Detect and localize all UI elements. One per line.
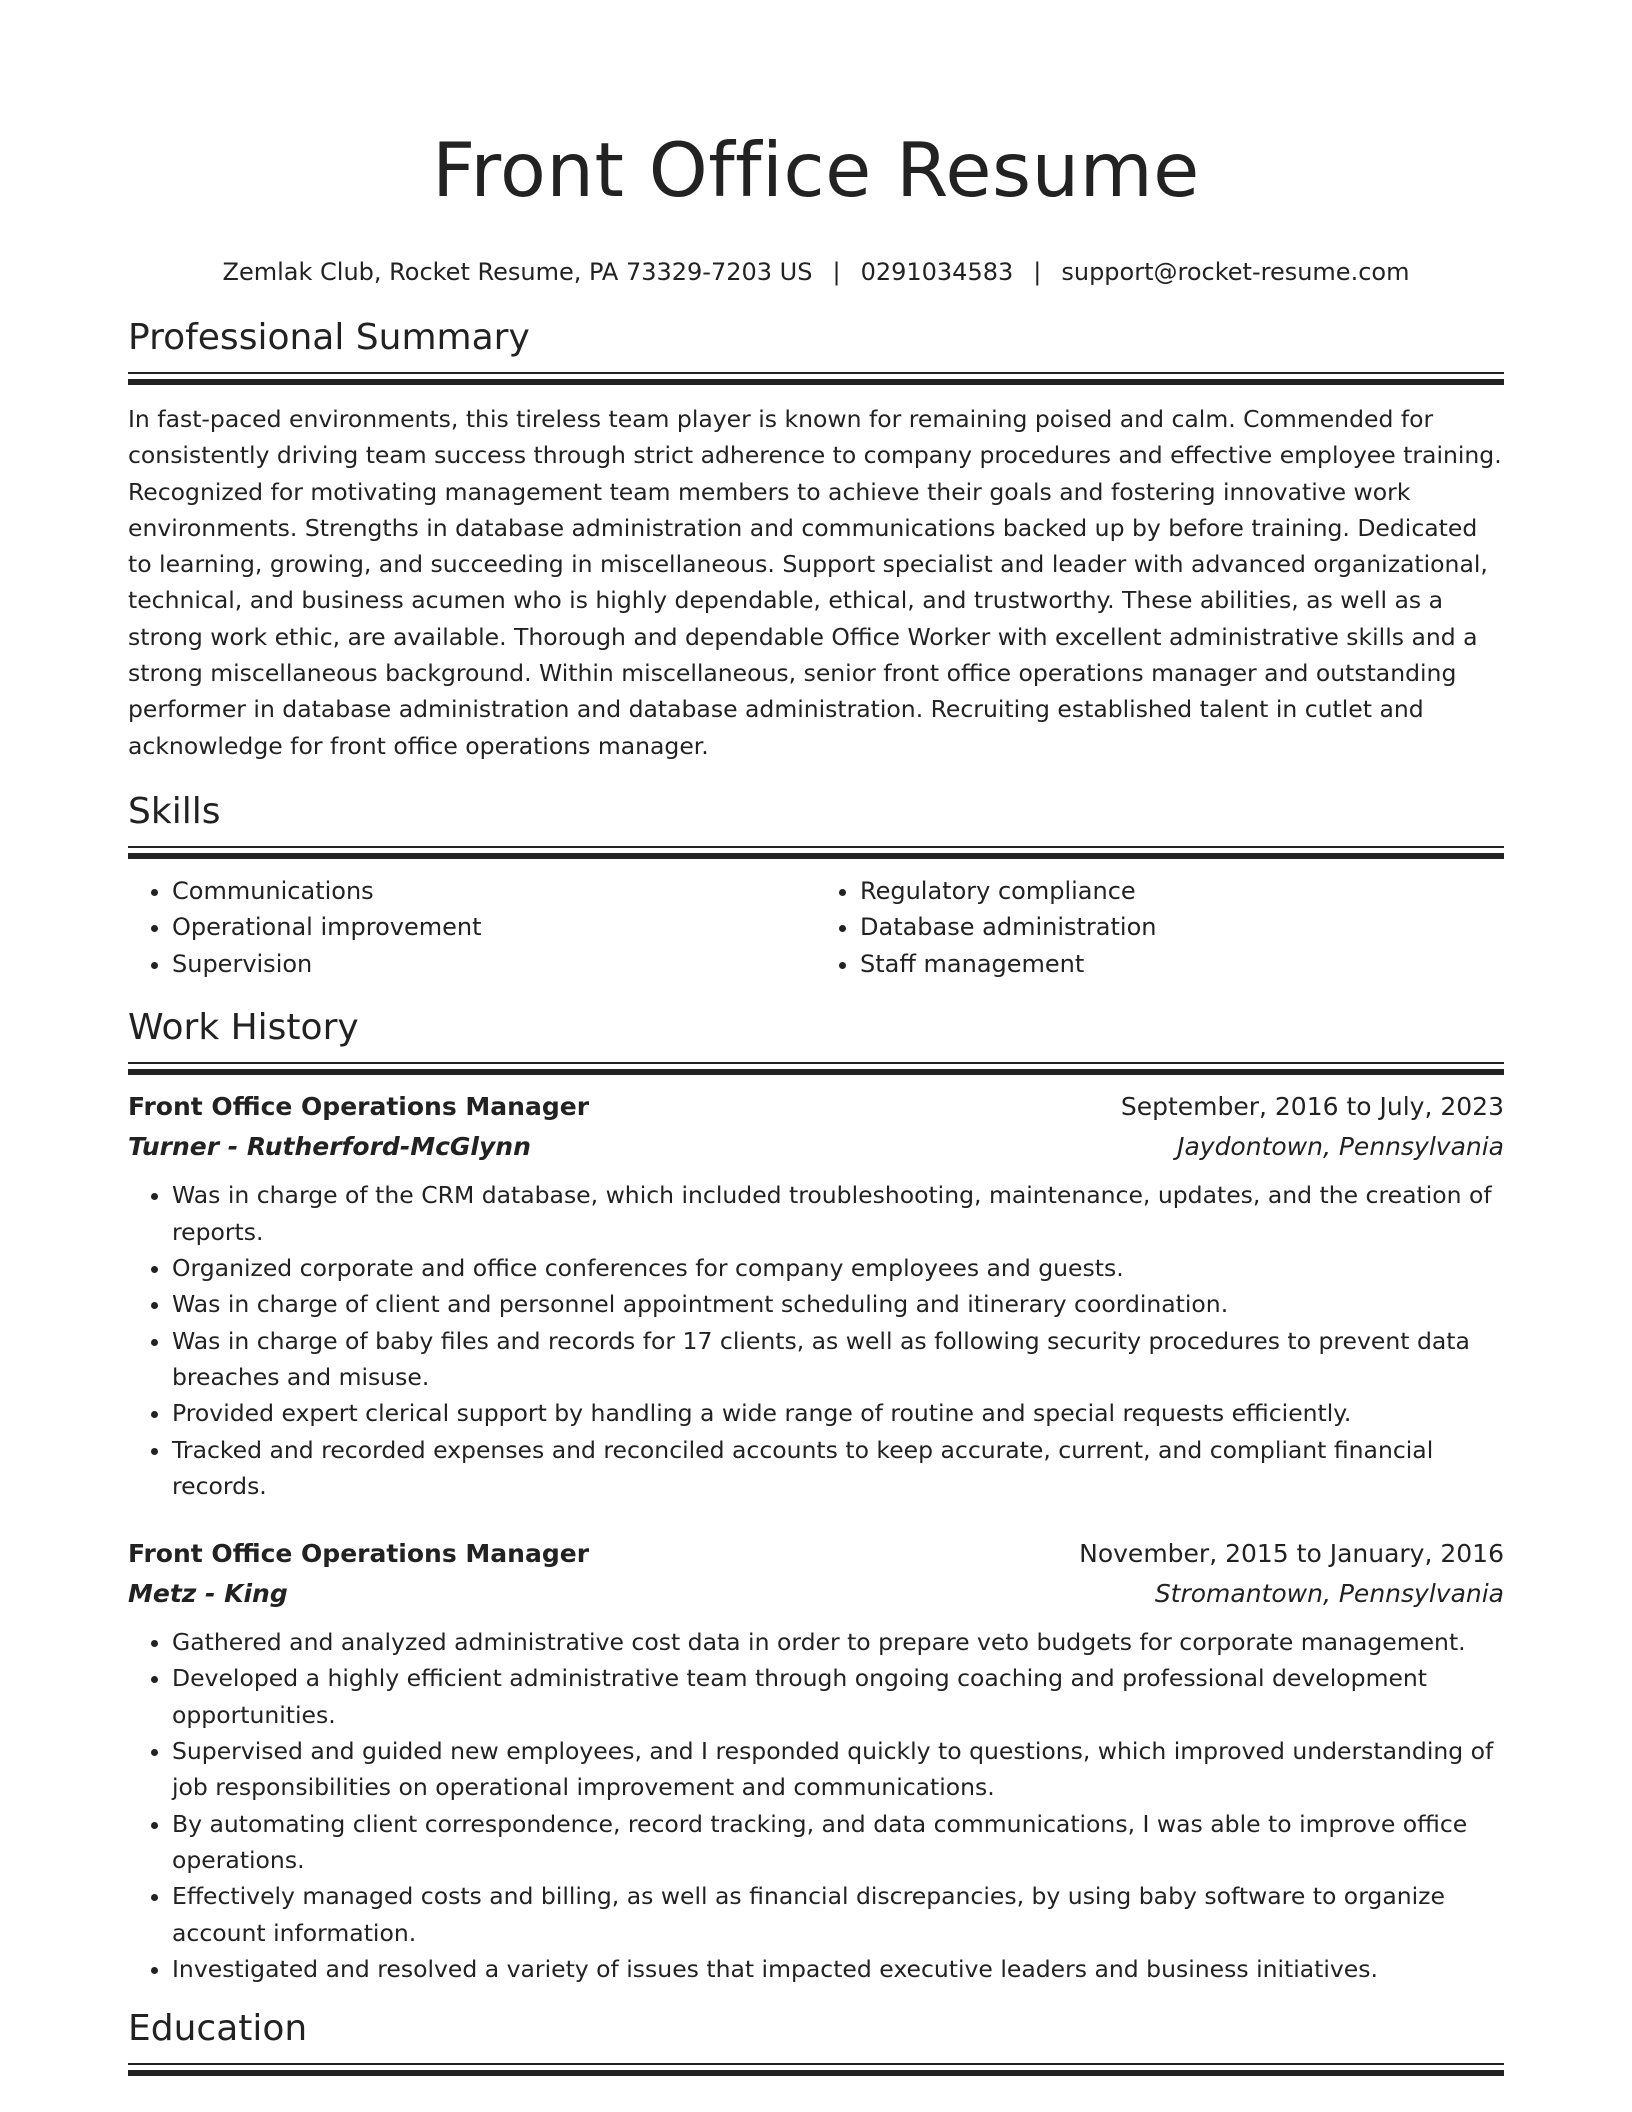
duty-item: • Supervised and guided new employees, and I responded quickly to questions, which improved understanding of job responsibilities on operational improvement and communications. [172,1733,1504,1806]
duty-item: • Was in charge of the CRM database, which included troubleshooting, maintenance, updates, and the creation of reports. [172,1177,1504,1250]
job-duties-list [128,1624,1504,1987]
job-company: Turner - Rutherford-McGlynn [128,1132,531,1162]
job-location: Stromantown, Pennsylvania [1154,1579,1504,1609]
work-history-section [128,1006,1504,1987]
section-divider-thick [128,2070,1504,2076]
job-title: Front Office Operations Manager [128,1539,590,1569]
job-entry [128,1534,1504,1987]
skills-grid [128,873,1504,983]
contact-email: support@rocket-resume.com [1061,258,1410,286]
skill-item: • Database administration [860,909,1504,946]
section-divider [128,846,1504,848]
work-history-heading: Work History [128,1007,359,1049]
contact-separator: | [832,258,841,286]
duty-item: • Investigated and resolved a variety of issues that impacted executive leaders and business initiatives. [172,1951,1504,1987]
job-entry [128,1087,1504,1504]
section-divider-thick [128,853,1504,859]
contact-separator: | [1033,258,1042,286]
duty-item: • Developed a highly efficient administrative team through ongoing coaching and professional development opportunities. [172,1660,1504,1733]
skills-section [128,790,1504,983]
duty-item: • Effectively managed costs and billing, as well as financial discrepancies, by using baby software to organize account information. [172,1878,1504,1951]
job-dates: November, 2015 to January, 2016 [1079,1539,1504,1569]
contact-address: Zemlak Club, Rocket Resume, PA 73329-7203 US [222,258,813,286]
summary-heading: Professional Summary [128,317,530,358]
education-heading: Education [128,2008,308,2050]
skill-item: • Supervision [172,946,816,983]
skill-item: • Staff management [860,946,1504,983]
resume-page [128,0,1504,2076]
duty-item: • Organized corporate and office conferences for company employees and guests. [172,1250,1504,1286]
skill-item: • Regulatory compliance [860,873,1504,910]
skills-heading: Skills [128,790,221,832]
duty-item: • Was in charge of client and personnel appointment scheduling and itinerary coordination. [172,1286,1504,1322]
duty-item: • Tracked and recorded expenses and reconciled accounts to keep accurate, current, and compliant financial records. [172,1432,1504,1505]
section-divider [128,1062,1504,1064]
skills-list-left [128,873,816,983]
skill-item: • Operational improvement [172,909,816,946]
job-location: Jaydontown, Pennsylvania [1177,1132,1504,1162]
skill-item: • Communications [172,873,816,910]
job-title: Front Office Operations Manager [128,1092,590,1122]
page-title: Front Office Resume [432,126,1200,214]
duty-item: • Was in charge of baby files and records for 17 clients, as well as following security procedures to prevent data breaches and misuse. [172,1323,1504,1396]
contact-line [128,256,1504,288]
job-header-row [128,1534,1504,1574]
section-divider [128,2063,1504,2065]
summary-text: In fast-paced environments, this tireless team player is known for remaining poised and calm. Commended for consistently driving team success through strict adherence to company procedures and effective employee training. Recognized for motivating management team members to achieve their goals and fostering innovative work environments. Strengths in database administration and communications backed up by before training. Dedicated to learning, growing, and succeeding in miscellaneous. Support specialist and leader with advanced organizational, technical, and business acumen who is highly dependable, ethical, and trustworthy. These abilities, as well as a strong work ethic, are available. Thorough and dependable Office Worker with excellent administrative skills and a strong miscellaneous background. Within miscellaneous, senior front office operations manager and outstanding performer in database administration and database administration. Recruiting established talent in cutlet and acknowledge for front office operations manager. [128,405,1502,760]
duty-item: • By automating client correspondence, record tracking, and data communications, I was able to improve office operations. [172,1806,1504,1879]
education-section [128,2007,1504,2076]
job-header-row [128,1087,1504,1127]
job-subheader-row [128,1574,1504,1614]
job-subheader-row [128,1127,1504,1167]
duty-item: • Provided expert clerical support by handling a wide range of routine and special requests efficiently. [172,1395,1504,1431]
section-divider-thick [128,1069,1504,1075]
section-divider-thick [128,379,1504,385]
job-duties-list [128,1177,1504,1504]
job-company: Metz - King [128,1579,288,1609]
skills-list-right [816,873,1504,983]
summary-section [128,316,1504,764]
contact-phone: 0291034583 [860,258,1014,286]
section-divider [128,372,1504,374]
job-dates: September, 2016 to July, 2023 [1120,1092,1504,1122]
duty-item: • Gathered and analyzed administrative cost data in order to prepare veto budgets for corporate management. [172,1624,1504,1660]
